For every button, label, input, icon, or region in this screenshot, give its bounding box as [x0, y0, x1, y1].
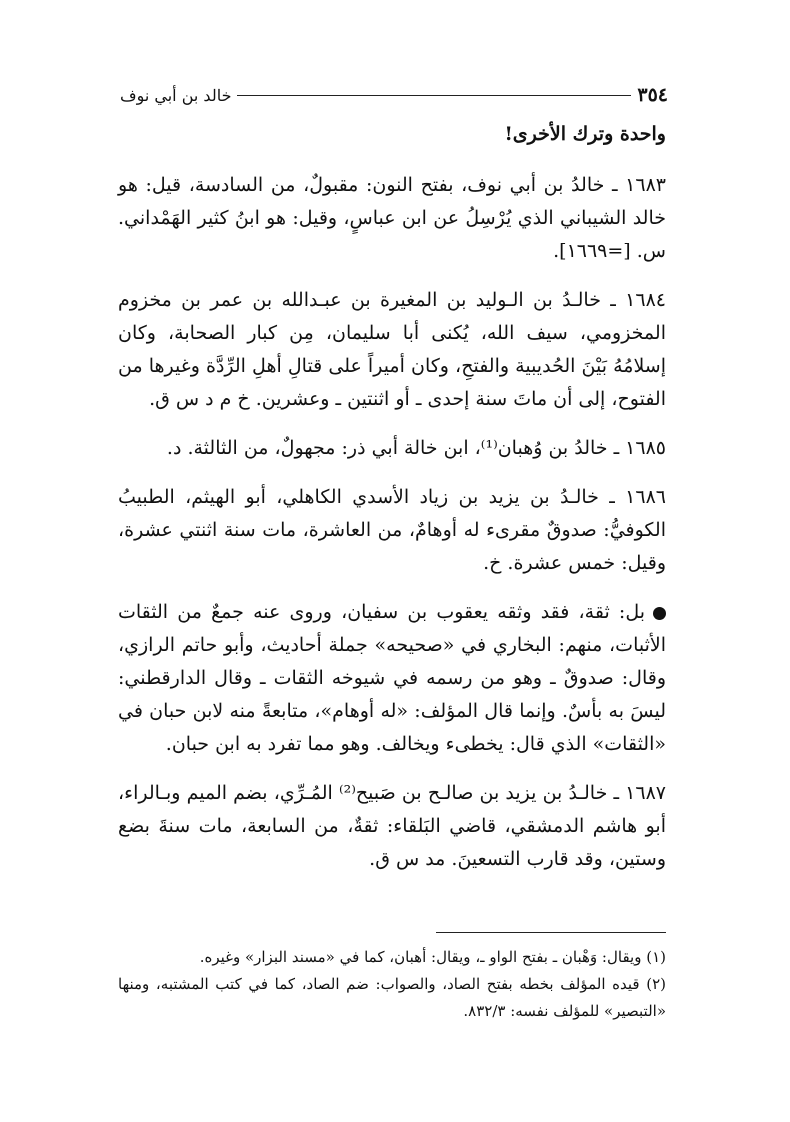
- footnote-1: (١) ويقال: وَهْبان ـ بفتح الواو ـ، ويقال: أهبان، كما في «مسند البزار» وغيره.: [199, 948, 666, 966]
- continuation-line: واحدة وترك الأخرى!: [504, 123, 666, 145]
- entry-1684: ١٦٨٤ ـ خالـدُ بن الـوليد بن المغيرة بن عبـدالله بن عمر بن مخزوم المخزومي، سيف الله، يُكنى أبا سليمان، مِن كبار الصحابة، وكان إسلامُهُ بَيْنَ الحُديبية والفتحِ، وكان أميراً على قتالِ أهلِ الرِّدَّة وغيرها من الفتوح، إلى أن ماتَ سنة إحدى ـ أو اثنتين ـ وعشرين. خ م د س ق.: [118, 289, 666, 410]
- running-header: [120, 84, 668, 106]
- entry-1687: ١٦٨٧ ـ خالـدُ بن يزيد بن صالـح بن صَبيح⁽²⁾ المُـرِّي، بضم الميم وبـالراء، أبو هاشم الدمشقي، قاضي البَلقاء: ثقةٌ، من السابعة، مات سنةَ بضع وستين، وقد قارب التسعينَ. مد س ق.: [118, 782, 666, 870]
- running-title: خالد بن أبي نوف: [120, 85, 232, 105]
- entry-1683: ١٦٨٣ ـ خالدُ بن أبي نوف، بفتح النون: مقبولٌ، من السادسة، قيل: هو خالد الشيباني الذي يُرْسِلُ عن ابن عباسٍ، وقيل: هو ابنُ كثير الهَمْداني. س. [=١٦٦٩].: [118, 174, 666, 262]
- entry-1685: ١٦٨٥ ـ خالدُ بن وُهبان⁽¹⁾، ابن خالة أبي ذر: مجهولٌ، من الثالثة. د.: [166, 437, 666, 459]
- bullet-icon: [653, 607, 666, 620]
- page-number: ٣٥٤: [637, 84, 668, 106]
- footnotes: [118, 944, 666, 1025]
- main-text: [118, 118, 666, 892]
- entry-1686: ١٦٨٦ ـ خالـدُ بن يزيد بن زياد الأسدي الكاهلي، أبو الهيثم، الطبيبُ الكوفيُّ: صدوقٌ مقرىء له أوهامٌ، من العاشرة، مات سنة اثنتي عشرة، وقيل: خمس عشرة. خ.: [118, 486, 666, 574]
- footnote-2: (٢) قيده المؤلف بخطه بفتح الصاد، والصواب: ضم الصاد، كما في كتب المشتبه، ومنها «التبصير» للمؤلف نفسه: ٨٣٢/٣.: [118, 975, 666, 1020]
- editor-comment-text: بل: ثقة، فقد وثقه يعقوب بن سفيان، وروى عنه جمعٌ من الثقات الأثبات، منهم: البخاري في «صحيحه» جملة أحاديث، وأبو حاتم الرازي، وقال: صدوقٌ ـ وهو من رسمه في شيوخه الثقات ـ وقال الدارقطني: ليسَ به بأسٌ. وإنما قال المؤلف: «له أوهام»، متابعةً منه لابن حبان في «الثقات» الذي قال: يخطىء ويخالف. وهو مما تفرد به ابن حبان.: [118, 601, 666, 755]
- editor-comment: [118, 596, 666, 761]
- footnote-divider: [436, 932, 666, 933]
- header-rule: [237, 95, 631, 96]
